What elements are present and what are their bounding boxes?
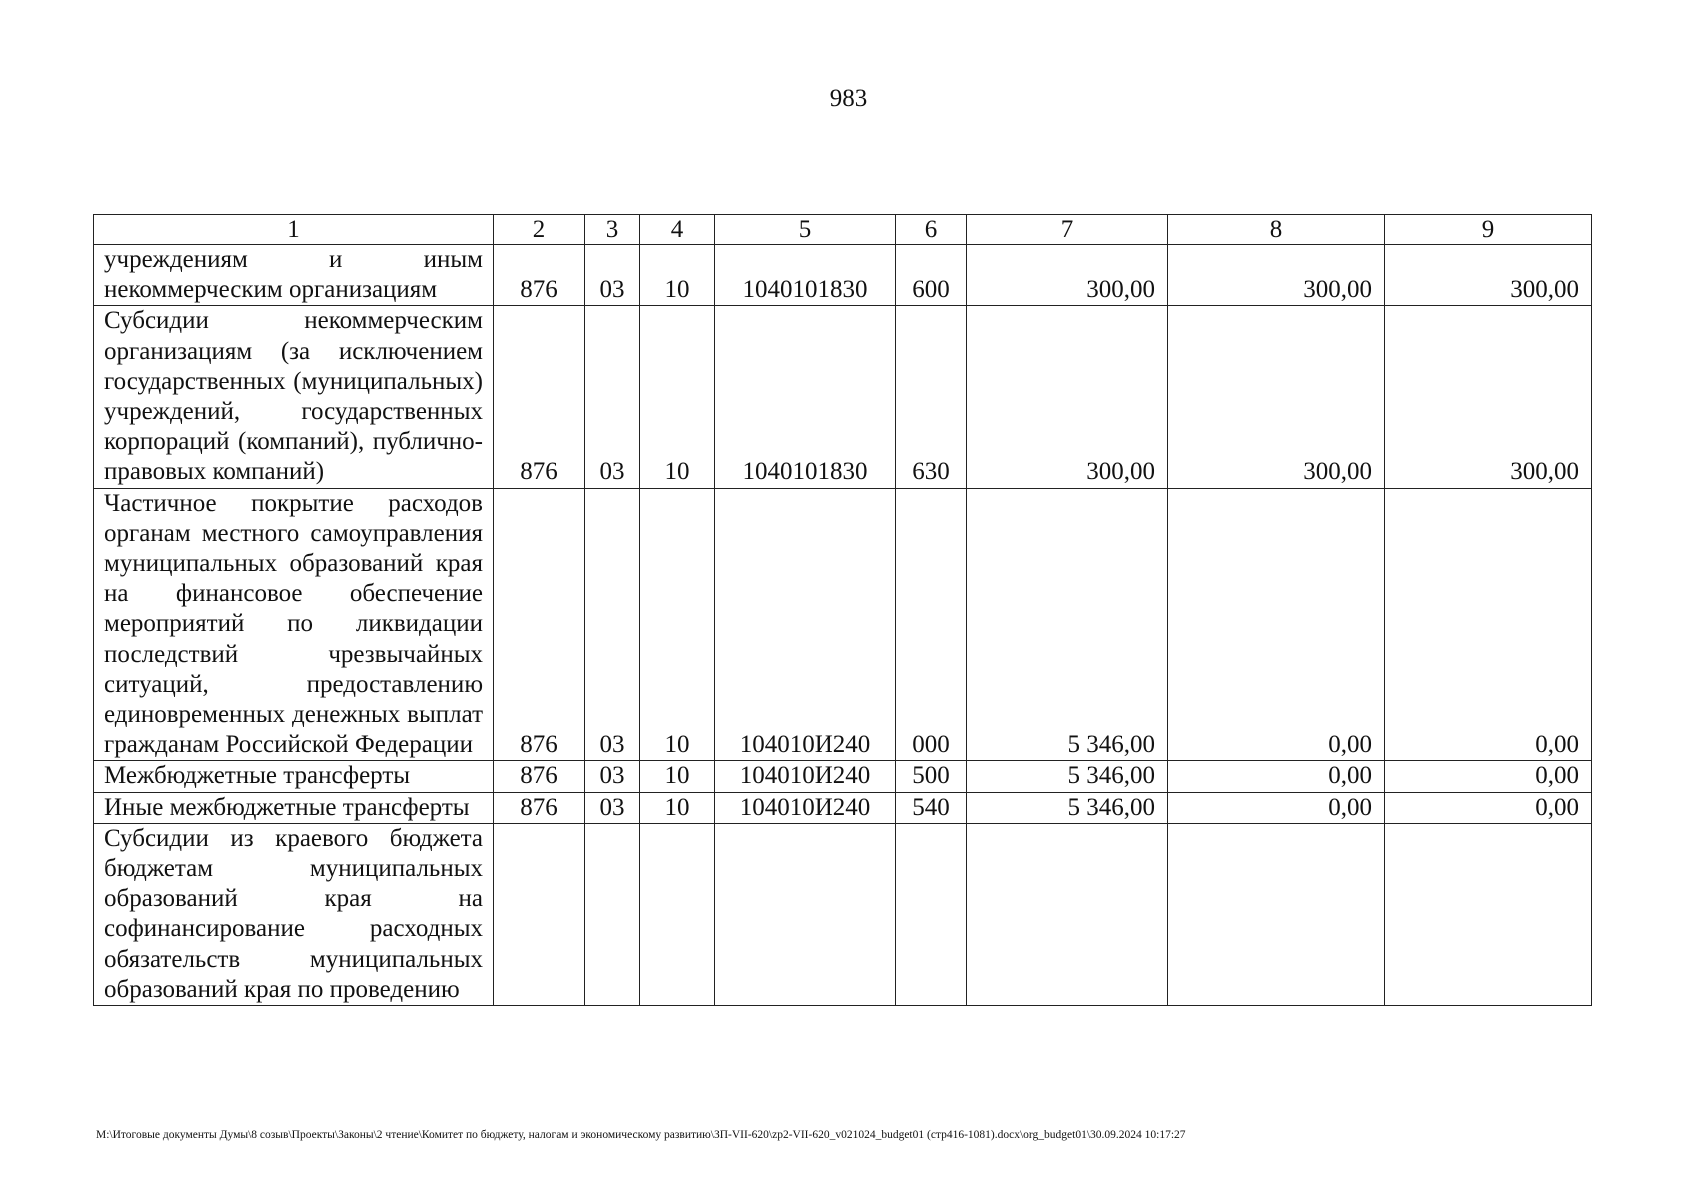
cell-col-6: 000: [896, 488, 967, 761]
cell-col-8: 0,00: [1168, 761, 1385, 792]
header-cell-3: 3: [585, 215, 640, 245]
table-row: [94, 792, 1592, 823]
cell-col-4: 10: [640, 761, 715, 792]
header-cell-8: 8: [1168, 215, 1385, 245]
table-row: [94, 823, 1592, 1005]
cell-col-4: 10: [640, 306, 715, 488]
header-cell-5: 5: [715, 215, 896, 245]
header-cell-4: 4: [640, 215, 715, 245]
footer-file-path: M:\Итоговые документы Думы\8 созыв\Проекты\Законы\2 чтение\Комитет по бюджету, налогам и экономическому развитию\ЗП-VII-620\zp2-VII-620_v021024_budget01 (стр416-1081).docx\org_budget01\30.09.2024 10:17:27: [96, 1129, 1186, 1141]
cell-col-3: 03: [585, 306, 640, 488]
cell-col-9: 300,00: [1385, 306, 1592, 488]
cell-col-9: 0,00: [1385, 488, 1592, 761]
cell-col-4: 10: [640, 488, 715, 761]
header-cell-2: 2: [494, 215, 585, 245]
header-cell-9: 9: [1385, 215, 1592, 245]
cell-col-5: 104010И240: [715, 792, 896, 823]
cell-col-3: [585, 823, 640, 1005]
cell-col-7: 5 346,00: [967, 761, 1168, 792]
row-description: Частичное покрытие расходов органам местного самоуправления муниципальных образований края на финансовое обеспечение мероприятий по ликвидации последствий чрезвычайных ситуаций, предоставлению единовременных денежных выплат гражданам Российской Федерации: [94, 488, 494, 761]
budget-table: [93, 214, 1592, 1006]
cell-col-5: 104010И240: [715, 761, 896, 792]
cell-col-2: 876: [494, 488, 585, 761]
cell-col-5: 1040101830: [715, 245, 896, 306]
cell-col-6: 540: [896, 792, 967, 823]
cell-col-9: 0,00: [1385, 792, 1592, 823]
cell-col-7: 300,00: [967, 245, 1168, 306]
row-description: учреждениям и иным некоммерческим организациям: [94, 245, 494, 306]
cell-col-4: 10: [640, 245, 715, 306]
cell-col-7: 300,00: [967, 306, 1168, 488]
cell-col-5: 1040101830: [715, 306, 896, 488]
cell-col-9: 300,00: [1385, 245, 1592, 306]
cell-col-8: 0,00: [1168, 488, 1385, 761]
cell-col-3: 03: [585, 488, 640, 761]
table-row: [94, 761, 1592, 792]
cell-col-3: 03: [585, 245, 640, 306]
cell-col-6: 500: [896, 761, 967, 792]
row-description: Межбюджетные трансферты: [94, 761, 494, 792]
cell-col-6: [896, 823, 967, 1005]
header-cell-6: 6: [896, 215, 967, 245]
cell-col-3: 03: [585, 792, 640, 823]
header-cell-7: 7: [967, 215, 1168, 245]
cell-col-2: 876: [494, 306, 585, 488]
cell-col-9: [1385, 823, 1592, 1005]
cell-col-4: [640, 823, 715, 1005]
cell-col-3: 03: [585, 761, 640, 792]
page-number: 983: [829, 85, 868, 112]
cell-col-9: 0,00: [1385, 761, 1592, 792]
table-row: [94, 488, 1592, 761]
cell-col-2: 876: [494, 245, 585, 306]
header-cell-1: 1: [94, 215, 494, 245]
cell-col-8: 300,00: [1168, 245, 1385, 306]
row-description: Субсидии из краевого бюджета бюджетам муниципальных образований края на софинансирование расходных обязательств муниципальных образований края по проведению: [94, 823, 494, 1005]
cell-col-8: [1168, 823, 1385, 1005]
table-row: [94, 245, 1592, 306]
table-header-row: [94, 215, 1592, 245]
row-description: Иные межбюджетные трансферты: [94, 792, 494, 823]
cell-col-2: 876: [494, 792, 585, 823]
cell-col-2: 876: [494, 761, 585, 792]
cell-col-8: 0,00: [1168, 792, 1385, 823]
cell-col-5: [715, 823, 896, 1005]
cell-col-5: 104010И240: [715, 488, 896, 761]
cell-col-8: 300,00: [1168, 306, 1385, 488]
cell-col-7: [967, 823, 1168, 1005]
cell-col-6: 600: [896, 245, 967, 306]
cell-col-6: 630: [896, 306, 967, 488]
cell-col-2: [494, 823, 585, 1005]
cell-col-7: 5 346,00: [967, 792, 1168, 823]
row-description: Субсидии некоммерческим организациям (за исключением государственных (муниципальных) учреждений, государственных корпораций (компаний), публично-правовых компаний): [94, 306, 494, 488]
table-row: [94, 306, 1592, 488]
cell-col-7: 5 346,00: [967, 488, 1168, 761]
cell-col-4: 10: [640, 792, 715, 823]
